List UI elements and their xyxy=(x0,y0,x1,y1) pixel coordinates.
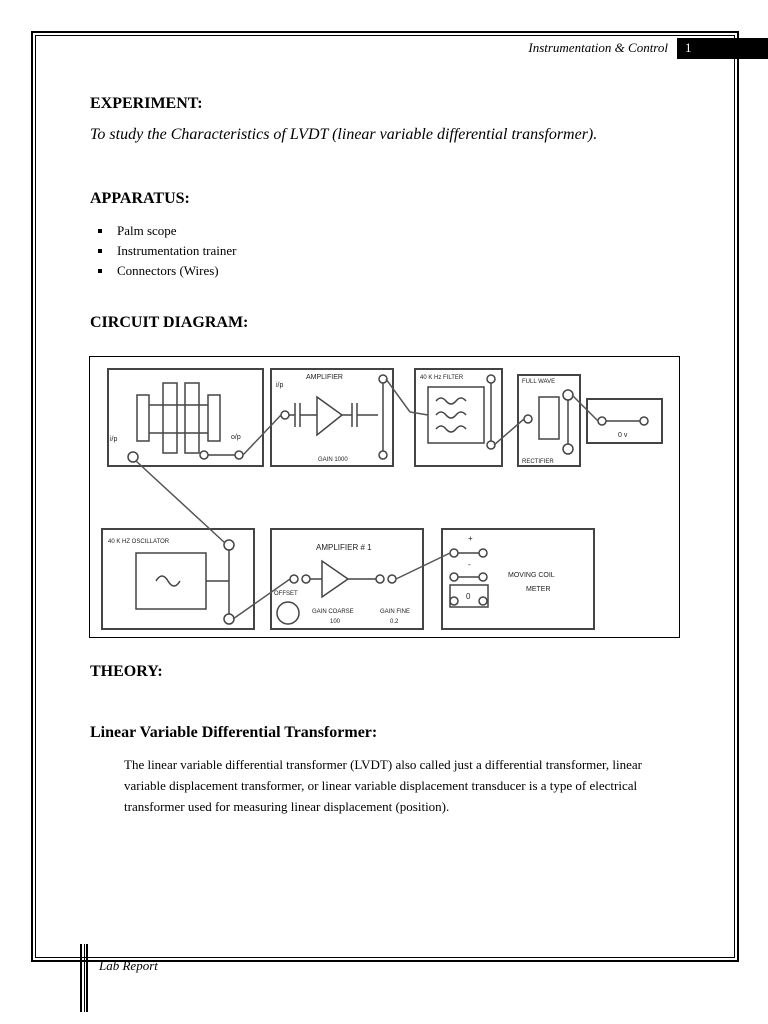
theory-body: The linear variable differential transformer (LVDT) also called just a differential transformer, linear variable displacement transformer, or linear variable displacement transducer is a type of electrical transformer used for measuring linear displacement (position). xyxy=(124,757,642,814)
filter-module xyxy=(415,369,502,466)
footer-text: Lab Report xyxy=(99,958,158,973)
amplifier-label: AMPLIFIER xyxy=(306,374,343,381)
experiment-heading: EXPERIMENT: xyxy=(90,95,203,112)
theory-subheading: Linear Variable Differential Transformer: xyxy=(90,724,378,741)
list-item: Instrumentation trainer xyxy=(117,241,237,261)
amplifier-gain-label: GAIN 1000 xyxy=(318,457,348,463)
meter-zero-label: 0 xyxy=(466,592,471,601)
rectifier-label: RECTIFIER xyxy=(522,459,554,465)
list-item: Palm scope xyxy=(117,221,237,241)
full-wave-label: FULL WAVE xyxy=(522,379,556,385)
gain-coarse-value: 100 xyxy=(330,619,341,625)
apparatus-heading: APPARATUS: xyxy=(90,190,190,207)
lvdt-output-label: o/p xyxy=(231,434,241,441)
page-number: 1 xyxy=(685,40,692,55)
lvdt-input-label: i/p xyxy=(110,436,118,443)
amplifier1-label: AMPLIFIER # 1 xyxy=(316,543,372,552)
gain-fine-value: 0.2 xyxy=(390,619,399,625)
header-title: Instrumentation & Control xyxy=(528,40,668,55)
meter-label: METER xyxy=(526,586,551,593)
offset-label: OFFSET xyxy=(274,591,298,597)
amplifier-input-label: i/p xyxy=(276,382,284,389)
circuit-diagram-heading: CIRCUIT DIAGRAM: xyxy=(90,314,249,331)
lvdt-module xyxy=(108,369,263,466)
dvm-label: 0 v xyxy=(618,432,628,439)
rectifier-module xyxy=(518,375,580,466)
gain-fine-label: GAIN FINE xyxy=(380,609,411,615)
meter-plus-label: + xyxy=(468,534,473,543)
amplifier-module xyxy=(271,369,393,466)
gain-coarse-label: GAIN COARSE xyxy=(312,609,354,615)
experiment-description: To study the Characteristics of LVDT (linear variable differential transformer). xyxy=(90,126,598,143)
meter-minus-label: - xyxy=(468,560,471,569)
filter-label: 40 K Hz FILTER xyxy=(420,375,464,381)
circuit-diagram xyxy=(89,356,680,638)
footer-bars xyxy=(80,944,88,1012)
dvm-module xyxy=(587,399,662,443)
moving-coil-label: MOVING COIL xyxy=(508,572,555,579)
amplifier1-module xyxy=(271,529,423,629)
apparatus-list xyxy=(117,221,237,281)
oscillator-label: 40 K HZ OSCILLATOR xyxy=(108,539,170,545)
theory-heading: THEORY: xyxy=(90,663,163,680)
moving-coil-meter-module xyxy=(442,529,594,629)
oscillator-module xyxy=(102,529,254,629)
list-item: Connectors (Wires) xyxy=(117,261,237,281)
